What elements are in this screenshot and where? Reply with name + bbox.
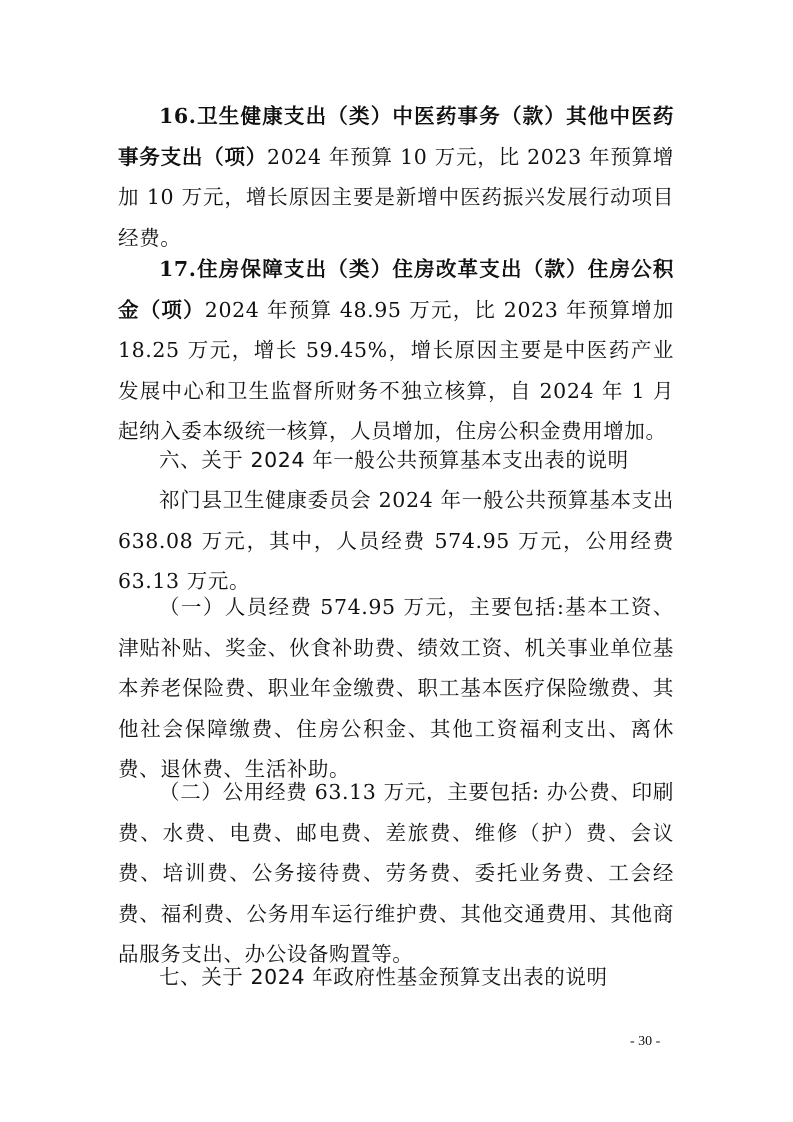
section-6-intro: 祁门县卫生健康委员会 2024 年一般公共预算基本支出 638.08 万元，其中，人员经费 574.95 万元，公用经费 63.13 万元。 <box>118 488 674 593</box>
paragraph-item-17 <box>118 249 674 452</box>
section-6-personnel-expenses: （一）人员经费 574.95 万元，主要包括:基本工资、津贴补贴、奖金、伙食补助费、绩效工资、机关事业单位基本养老保险费、职业年金缴费、职工基本医疗保险缴费、其他社会保障缴费、住房公积金、其他工资福利支出、离休费、退休费、生活补助。 <box>118 595 674 781</box>
page-number: - 30 - <box>630 1034 661 1049</box>
item-17-title: 17.住房保障支出（类）住房改革支出（款）住房公积金（项） <box>118 257 674 322</box>
item-16-body: 2024 年预算 10 万元，比 2023 年预算增加 10 万元，增长原因主要是新增中医药振兴发展行动项目经费。 <box>118 144 675 250</box>
section-7-heading: 七、关于 2024 年政府性基金预算支出表的说明 <box>159 965 608 989</box>
section-6-heading: 六、关于 2024 年一般公共预算基本支出表的说明 <box>159 448 629 472</box>
paragraph-item-16 <box>118 96 674 258</box>
item-16-title: 16.卫生健康支出（类）中医药事务（款）其他中医药事务支出（项） <box>118 104 674 169</box>
section-6-public-expenses: （二）公用经费 63.13 万元，主要包括: 办公费、印刷费、水费、电费、邮电费、差旅费、维修（护）费、会议费、培训费、公务接待费、劳务费、委托业务费、工会经费、福利费、公务用车运行维护费、其他交通费用、其他商品服务支出、办公设备购置等。 <box>118 780 674 966</box>
item-17-body: 2024 年预算 48.95 万元，比 2023 年预算增加 18.25 万元，增长 59.45%，增长原因主要是中医药产业发展中心和卫生监督所财务不独立核算，自 2024 年 1 月起纳入委本级统一核算，人员增加，住房公积金费用增加。 <box>118 297 674 443</box>
